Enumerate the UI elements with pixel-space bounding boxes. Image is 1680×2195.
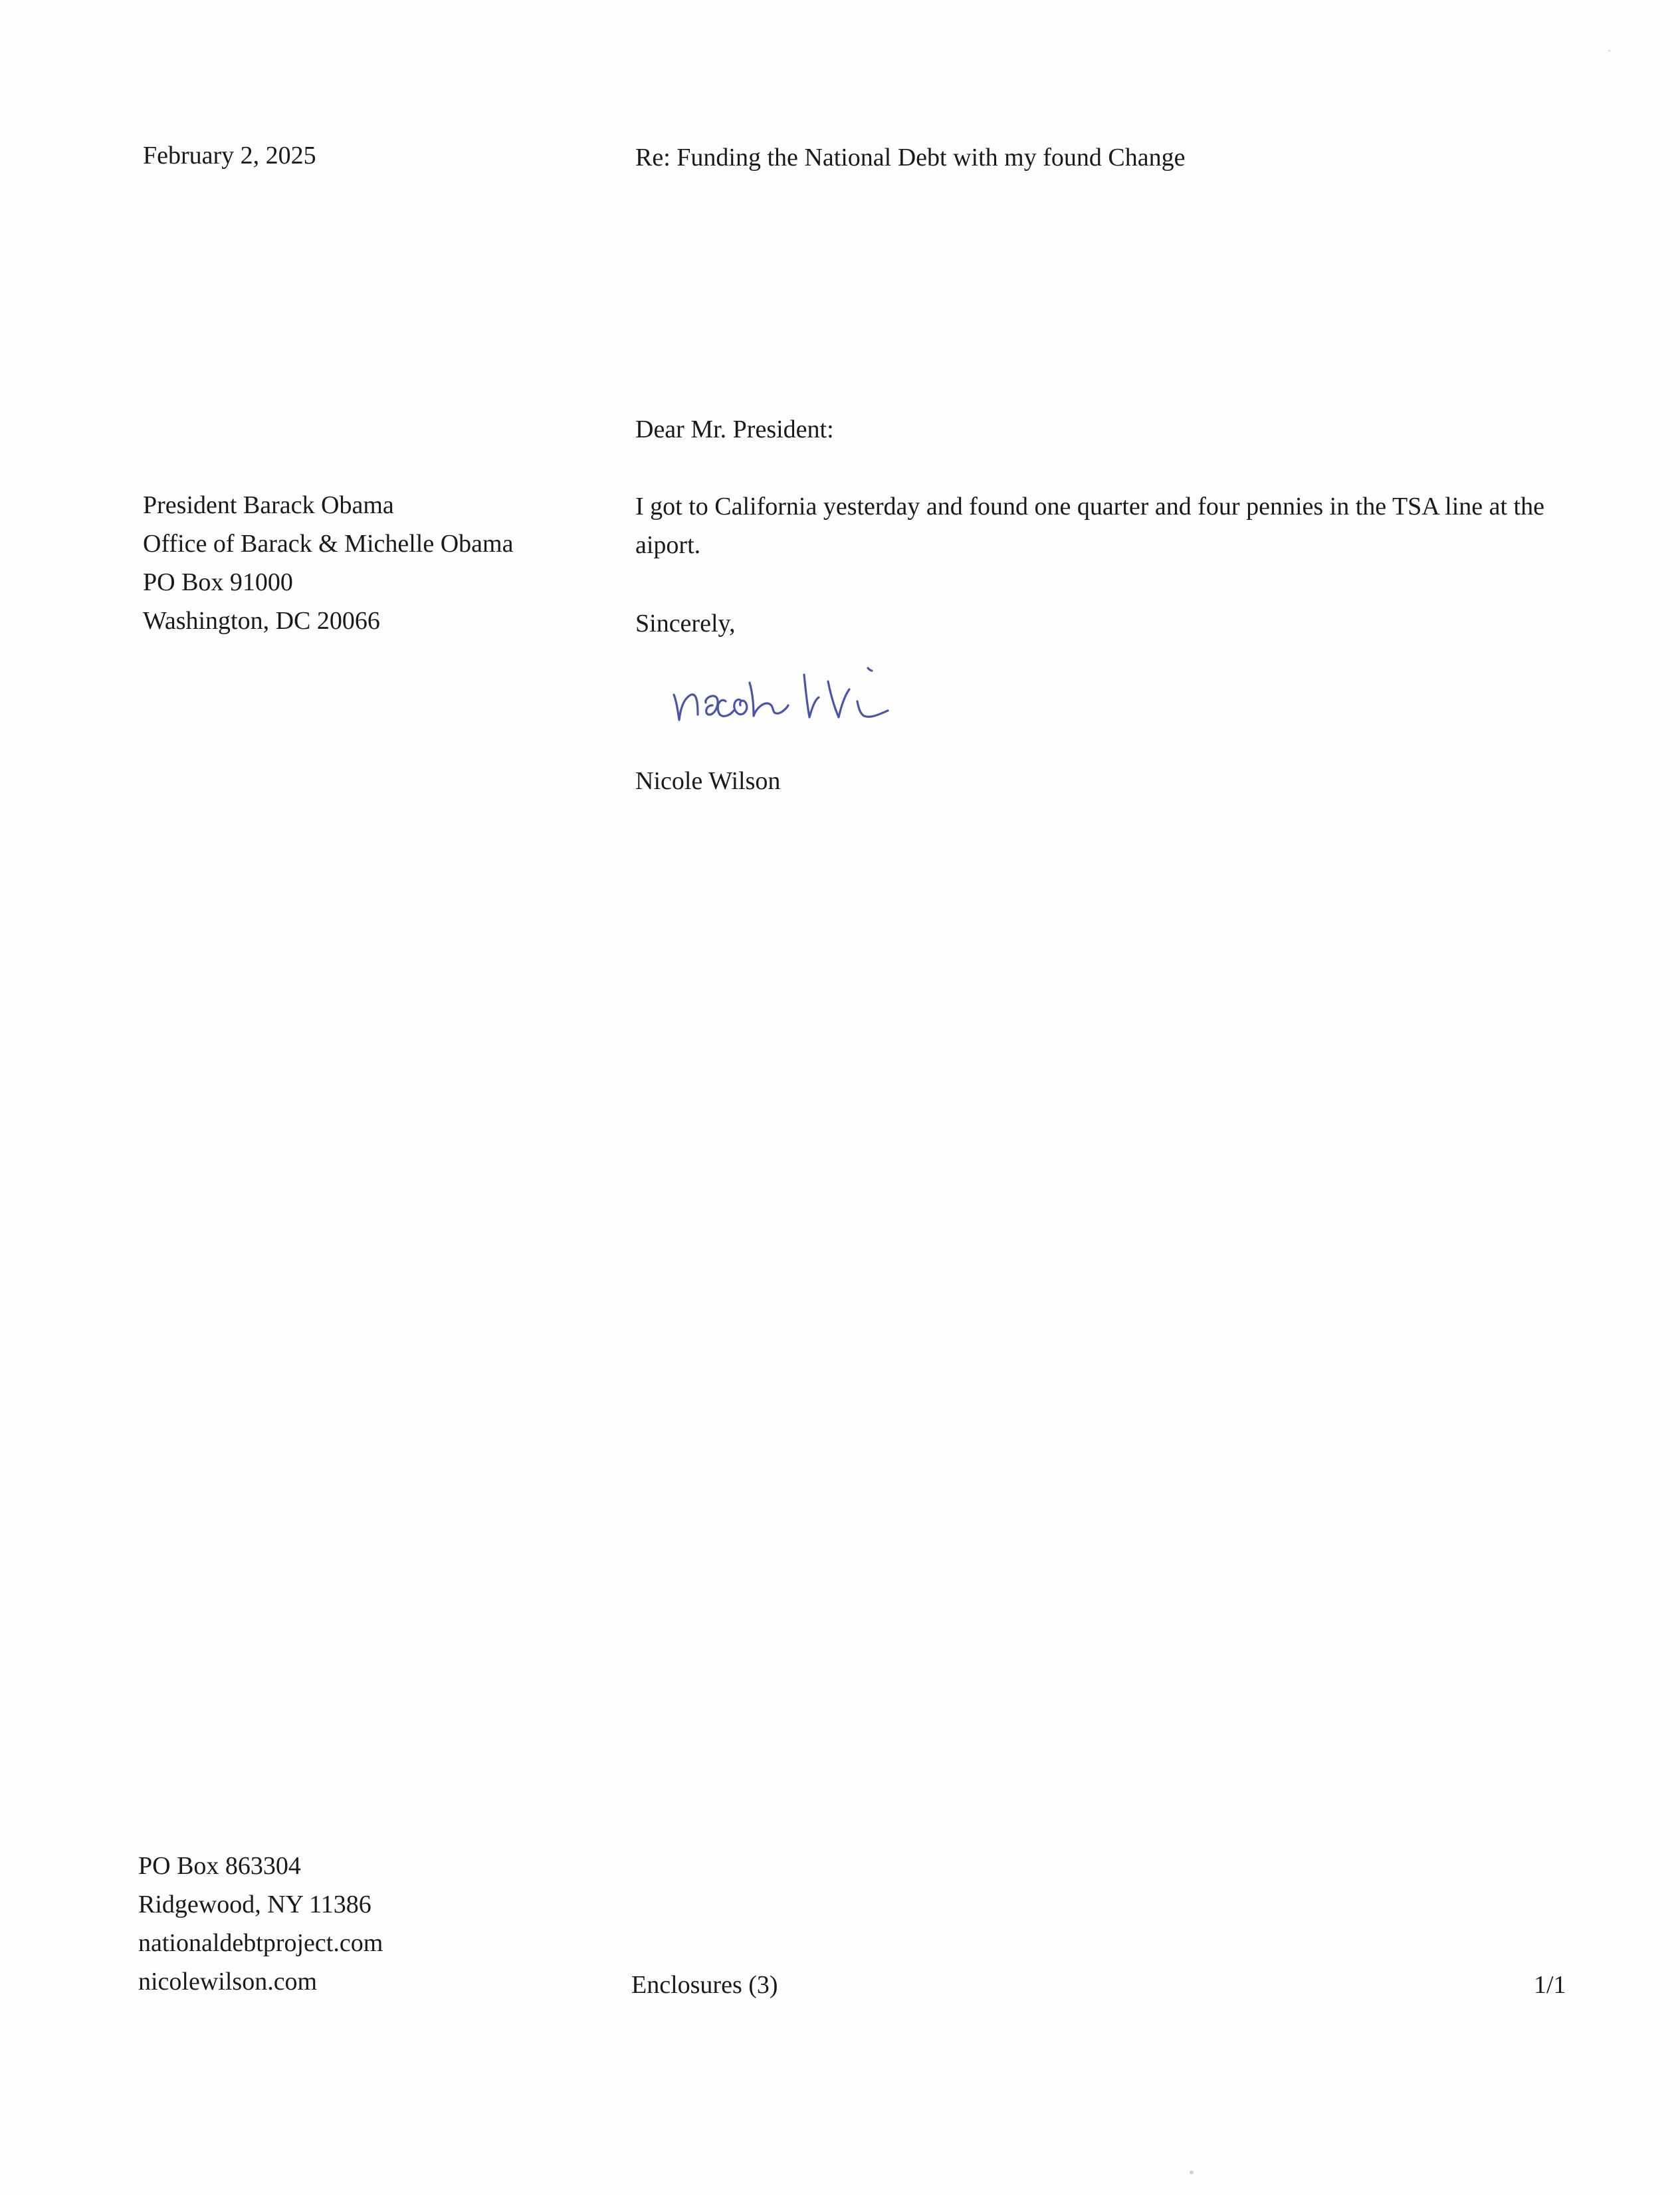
closing: Sincerely, [635, 610, 736, 637]
letter-date: February 2, 2025 [143, 142, 316, 170]
recipient-po-box: PO Box 91000 [143, 568, 293, 596]
scan-speck [1190, 2170, 1194, 2174]
sender-address [138, 1847, 383, 2001]
sender-website-link[interactable]: nationaldebtproject.com [138, 1929, 383, 1957]
letter-body: I got to California yesterday and found one quarter and four pennies in the TSA line at the aiport. [635, 493, 1544, 559]
salutation: Dear Mr. President: [635, 415, 834, 443]
sender-city-state-zip: Ridgewood, NY 11386 [138, 1891, 371, 1918]
enclosures-note: Enclosures (3) [631, 1971, 778, 1999]
page-number: 1/1 [1534, 1971, 1566, 1999]
sender-personal-website-link[interactable]: nicolewilson.com [138, 1968, 318, 1996]
recipient-address [143, 486, 513, 640]
handwritten-signature [665, 648, 977, 735]
letter-subject: Re: Funding the National Debt with my found Change [635, 144, 1186, 172]
recipient-name: President Barack Obama [143, 491, 394, 519]
recipient-city-state-zip: Washington, DC 20066 [143, 607, 380, 635]
sender-name: Nicole Wilson [635, 767, 781, 795]
scan-speck [1608, 50, 1610, 52]
sender-po-box: PO Box 863304 [138, 1852, 301, 1880]
recipient-office: Office of Barack & Michelle Obama [143, 530, 514, 558]
